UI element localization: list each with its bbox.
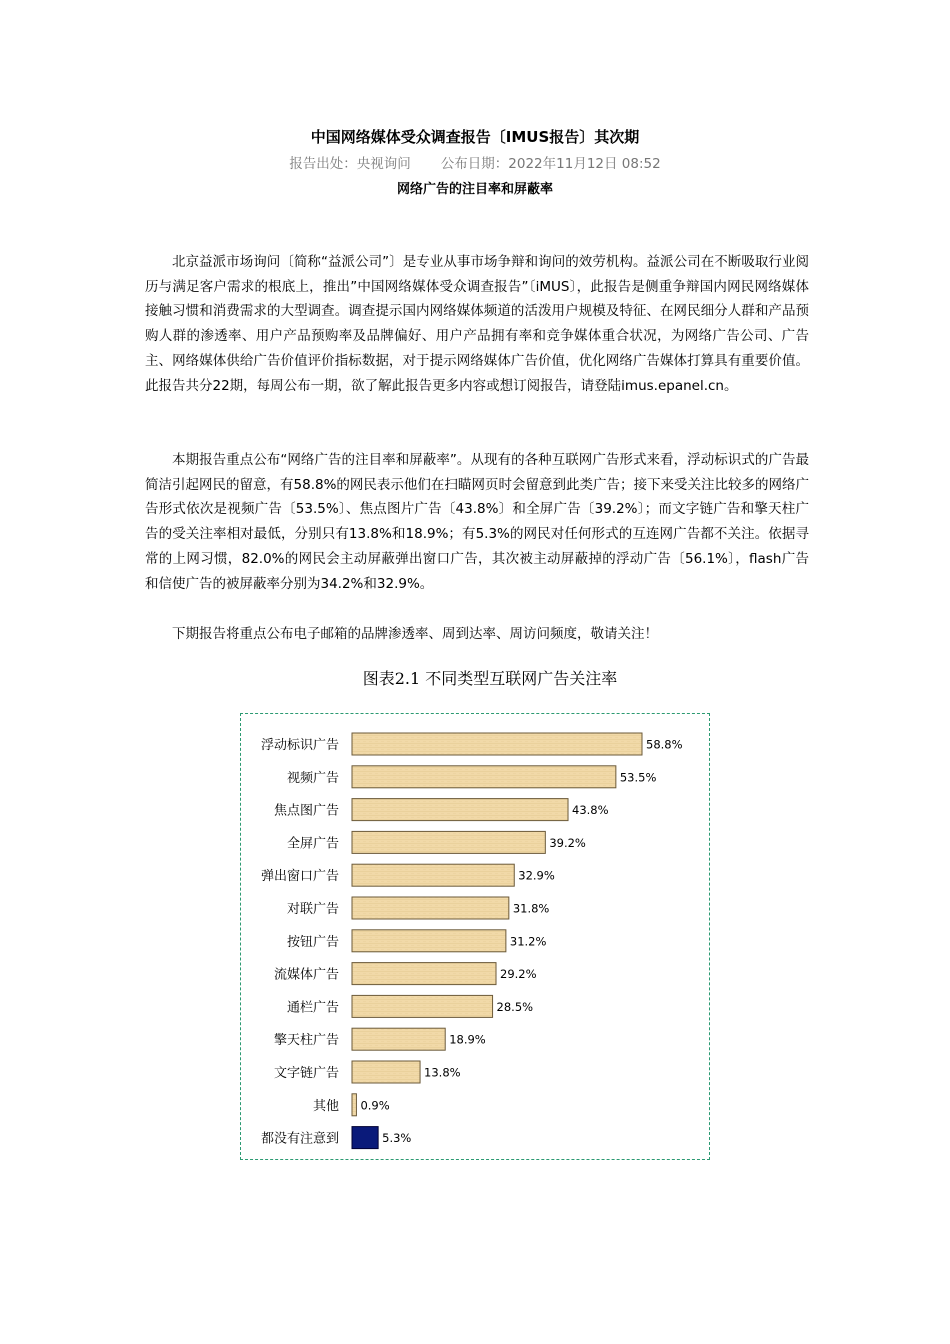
value-label: 0.9% (360, 1098, 390, 1113)
value-label: 39.2% (549, 835, 586, 850)
bar (352, 897, 509, 919)
category-label: 焦点图广告 (273, 803, 339, 819)
bar (352, 995, 493, 1017)
bar (352, 799, 568, 821)
category-label: 对联广告 (286, 902, 339, 917)
bar (352, 930, 506, 952)
value-label: 18.9% (449, 1032, 486, 1047)
category-label: 文字链广告 (273, 1066, 339, 1081)
findings-paragraph: 本期报告重点公布“网络广告的注目率和屏蔽率”。从现有的各种互联网广告形式来看，浮动标识式的广告最简洁引起网民的留意，有58.8%的网民表示他们在扫瞄网页时会留意到此类广告；接下来受关注比较多的网络广告形式依次是视频广告〔53.5%〕、焦点图片广告〔43.8%〕和全屏广告〔39.2%〕；而文字链广告和擎天柱广告的受关注率相对最低，分别只有13.8%和18.9%；有5.3%的网民对任何形式的互连网广告都不关注。依据寻常的上网习惯，82.0%的网民会主动屏蔽弹出窗口广告，其次被主动屏蔽掉的浮动广告〔56.1%〕，flash广告和信使广告的被屏蔽率分别为34.2%和32.9%。 (145, 452, 809, 592)
bar (352, 1094, 356, 1116)
category-label: 擎天柱广告 (273, 1033, 339, 1049)
chart-frame (240, 713, 710, 1160)
bar (352, 1028, 445, 1050)
category-label: 弹出窗口广告 (260, 869, 339, 885)
value-label: 31.8% (512, 901, 550, 916)
report-date: 公布日期：2022年11月12日 08:52 (440, 156, 661, 172)
value-label: 29.2% (500, 967, 537, 982)
value-label: 58.8% (646, 737, 683, 752)
category-label: 浮动标识广告 (260, 738, 339, 753)
bar (352, 864, 514, 886)
category-label: 全屏广告 (286, 836, 339, 852)
value-label: 43.8% (572, 803, 609, 818)
bar-chart (241, 714, 711, 1161)
report-meta (0, 152, 950, 172)
bar (352, 733, 642, 755)
intro-paragraph: 北京益派市场询问〔简称“益派公司”〕是专业从事市场争辩和询问的效劳机构。益派公司在不断吸取行业阅历与满足客户需求的根底上，推出”中国网络媒体受众调查报告”〔iMUS〕，此报告是侧重争辩国内网民网络媒体接触习惯和消费需求的大型调查。调查提示国内网络媒体频道的活泼用户规模及特征、在网民细分人群和产品预购人群的渗透率、用户产品预购率及品牌偏好、用户产品拥有率和竞争媒体重合状况，为网络广告公司、广告主、网络媒体供给广告价值评价指标数据，对于提示网络媒体广告价值，优化网络广告媒体打算具有重要价值。此报告共分22期，每周公布一期，欲了解此报告更多内容或想订阅报告，请登陆imus.epanel.cn。 (145, 254, 809, 394)
value-label: 28.5% (496, 999, 534, 1014)
value-label: 31.2% (509, 934, 547, 949)
category-label: 按钮广告 (286, 934, 339, 950)
bar (352, 1127, 378, 1149)
value-label: 32.9% (518, 868, 555, 883)
report-title: 中国网络媒体受众调查报告〔IMUS报告〕其次期 (310, 128, 640, 146)
bar (352, 1061, 420, 1083)
category-label: 通栏广告 (286, 1000, 339, 1016)
figure-caption: 图表2.1 不同类型互联网广告关注率 (362, 669, 618, 688)
value-label: 13.8% (424, 1065, 461, 1080)
report-source: 报告出处：央视询问 (289, 156, 411, 172)
value-label: 5.3% (382, 1131, 412, 1146)
category-label: 流媒体广告 (273, 967, 339, 983)
next-issue-paragraph: 下期报告将重点公布电子邮箱的品牌渗透率、周到达率、周访问频度，敬请关注！ (172, 626, 658, 642)
report-subtitle: 网络广告的注目率和屏蔽率 (396, 182, 553, 197)
value-label: 53.5% (619, 770, 657, 785)
category-label: 其他 (312, 1098, 339, 1114)
category-label: 视频广告 (286, 770, 339, 786)
bar (352, 963, 496, 985)
bar (352, 766, 616, 788)
bar (352, 831, 545, 853)
category-label: 都没有注意到 (260, 1131, 339, 1147)
